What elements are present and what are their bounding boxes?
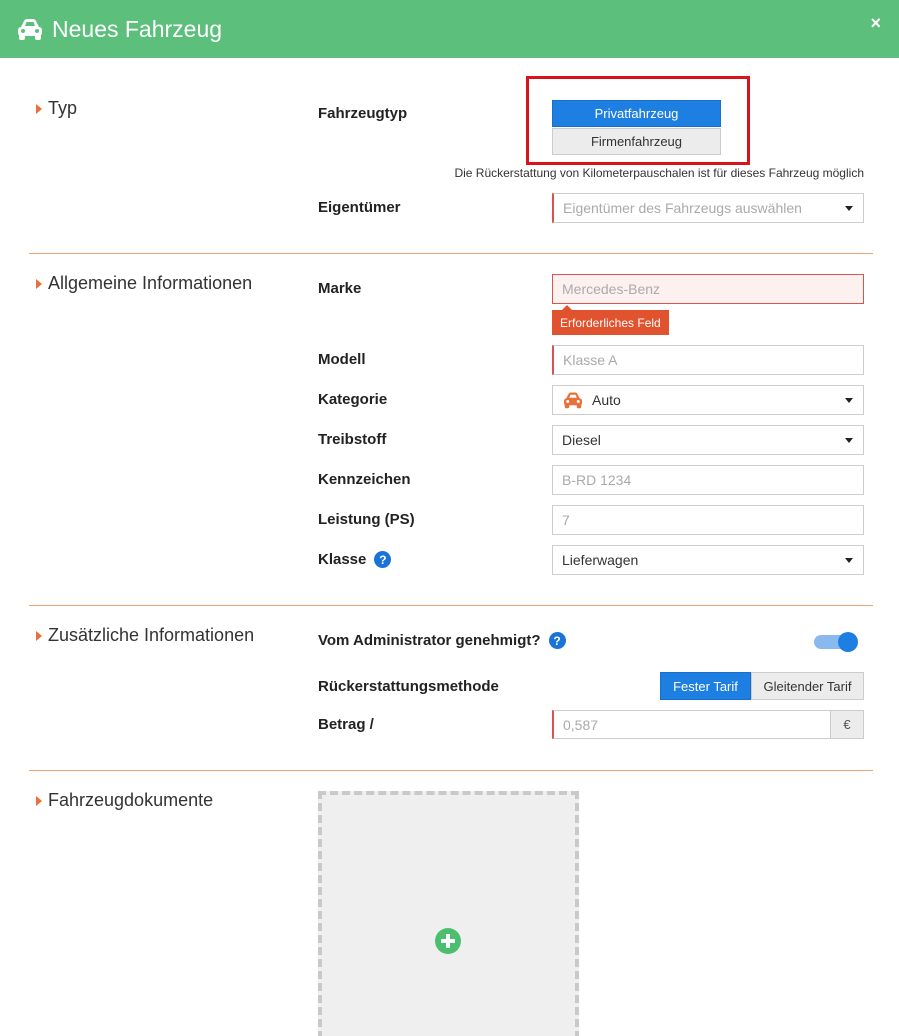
caret-right-icon — [36, 104, 42, 114]
genehmigt-label-text: Vom Administrator genehmigt? — [318, 632, 541, 649]
klasse-value: Lieferwagen — [562, 552, 639, 568]
dialog-header — [0, 0, 899, 58]
kategorie-label: Kategorie — [318, 391, 388, 408]
modell-input[interactable] — [552, 345, 864, 375]
privatfahrzeug-button[interactable]: Privatfahrzeug — [552, 100, 721, 127]
chevron-down-icon — [845, 398, 853, 403]
eigentuemer-placeholder: Eigentümer des Fahrzeugs auswählen — [563, 200, 802, 216]
section-title-text: Typ — [48, 98, 78, 118]
methode-label: Rückerstattungsmethode — [318, 678, 499, 695]
leistung-label: Leistung (PS) — [318, 511, 415, 528]
section-title-typ — [36, 98, 77, 119]
add-document-icon[interactable] — [435, 928, 461, 954]
close-icon[interactable]: × — [870, 13, 881, 33]
modell-label: Modell — [318, 351, 366, 368]
marke-label: Marke — [318, 280, 362, 297]
genehmigt-label — [318, 632, 566, 649]
chevron-down-icon — [845, 438, 853, 443]
section-divider — [29, 253, 873, 254]
section-divider — [29, 770, 873, 771]
car-icon — [562, 391, 584, 409]
section-title-text: Fahrzeugdokumente — [48, 790, 214, 810]
section-title-allgemein — [36, 273, 252, 294]
help-icon[interactable]: ? — [374, 551, 391, 568]
treibstoff-select[interactable] — [552, 425, 864, 455]
section-title-text: Allgemeine Informationen — [48, 273, 253, 293]
caret-right-icon — [36, 279, 42, 289]
kategorie-value: Auto — [592, 392, 621, 408]
firmenfahrzeug-button[interactable]: Firmenfahrzeug — [552, 128, 721, 155]
help-icon[interactable]: ? — [549, 632, 566, 649]
betrag-input[interactable] — [552, 710, 831, 739]
gleitender-tarif-button[interactable]: Gleitender Tarif — [751, 672, 864, 700]
document-upload-dropzone[interactable] — [318, 791, 579, 1036]
fester-tarif-button[interactable]: Fester Tarif — [660, 672, 751, 700]
klasse-select[interactable] — [552, 545, 864, 575]
kennzeichen-placeholder: B-RD 1234 — [562, 472, 632, 488]
chevron-down-icon — [845, 206, 853, 211]
section-title-zusatz — [36, 625, 254, 646]
caret-right-icon — [36, 796, 42, 806]
section-title-dokumente — [36, 790, 213, 811]
kennzeichen-label: Kennzeichen — [318, 471, 411, 488]
kategorie-select[interactable] — [552, 385, 864, 415]
betrag-placeholder: 0,587 — [563, 716, 599, 733]
section-divider — [29, 605, 873, 606]
fahrzeugtyp-label: Fahrzeugtyp — [318, 105, 408, 122]
eigentuemer-label: Eigentümer — [318, 199, 401, 216]
leistung-input[interactable] — [552, 505, 864, 535]
section-title-text: Zusätzliche Informationen — [48, 625, 255, 645]
modell-placeholder: Klasse A — [563, 352, 618, 368]
klasse-label-text: Klasse — [318, 551, 367, 568]
reimbursement-note: Die Rückerstattung von Kilometerpauschalen ist für dieses Fahrzeug möglich — [454, 166, 864, 180]
marke-placeholder: Mercedes-Benz — [562, 281, 661, 297]
kennzeichen-input[interactable] — [552, 465, 864, 495]
dialog-title: Neues Fahrzeug — [52, 15, 223, 42]
toggle-knob — [838, 632, 858, 652]
treibstoff-value: Diesel — [562, 432, 601, 448]
treibstoff-label: Treibstoff — [318, 431, 387, 448]
caret-right-icon — [36, 631, 42, 641]
approved-toggle[interactable] — [814, 632, 860, 652]
chevron-down-icon — [845, 558, 853, 563]
car-icon — [16, 17, 44, 41]
betrag-label: Betrag / — [318, 716, 374, 733]
required-field-tooltip: Erforderliches Feld — [552, 310, 669, 335]
klasse-label — [318, 551, 391, 568]
leistung-placeholder: 7 — [562, 512, 570, 528]
currency-addon: € — [830, 710, 864, 739]
marke-input[interactable] — [552, 274, 864, 304]
eigentuemer-select[interactable] — [552, 193, 864, 223]
